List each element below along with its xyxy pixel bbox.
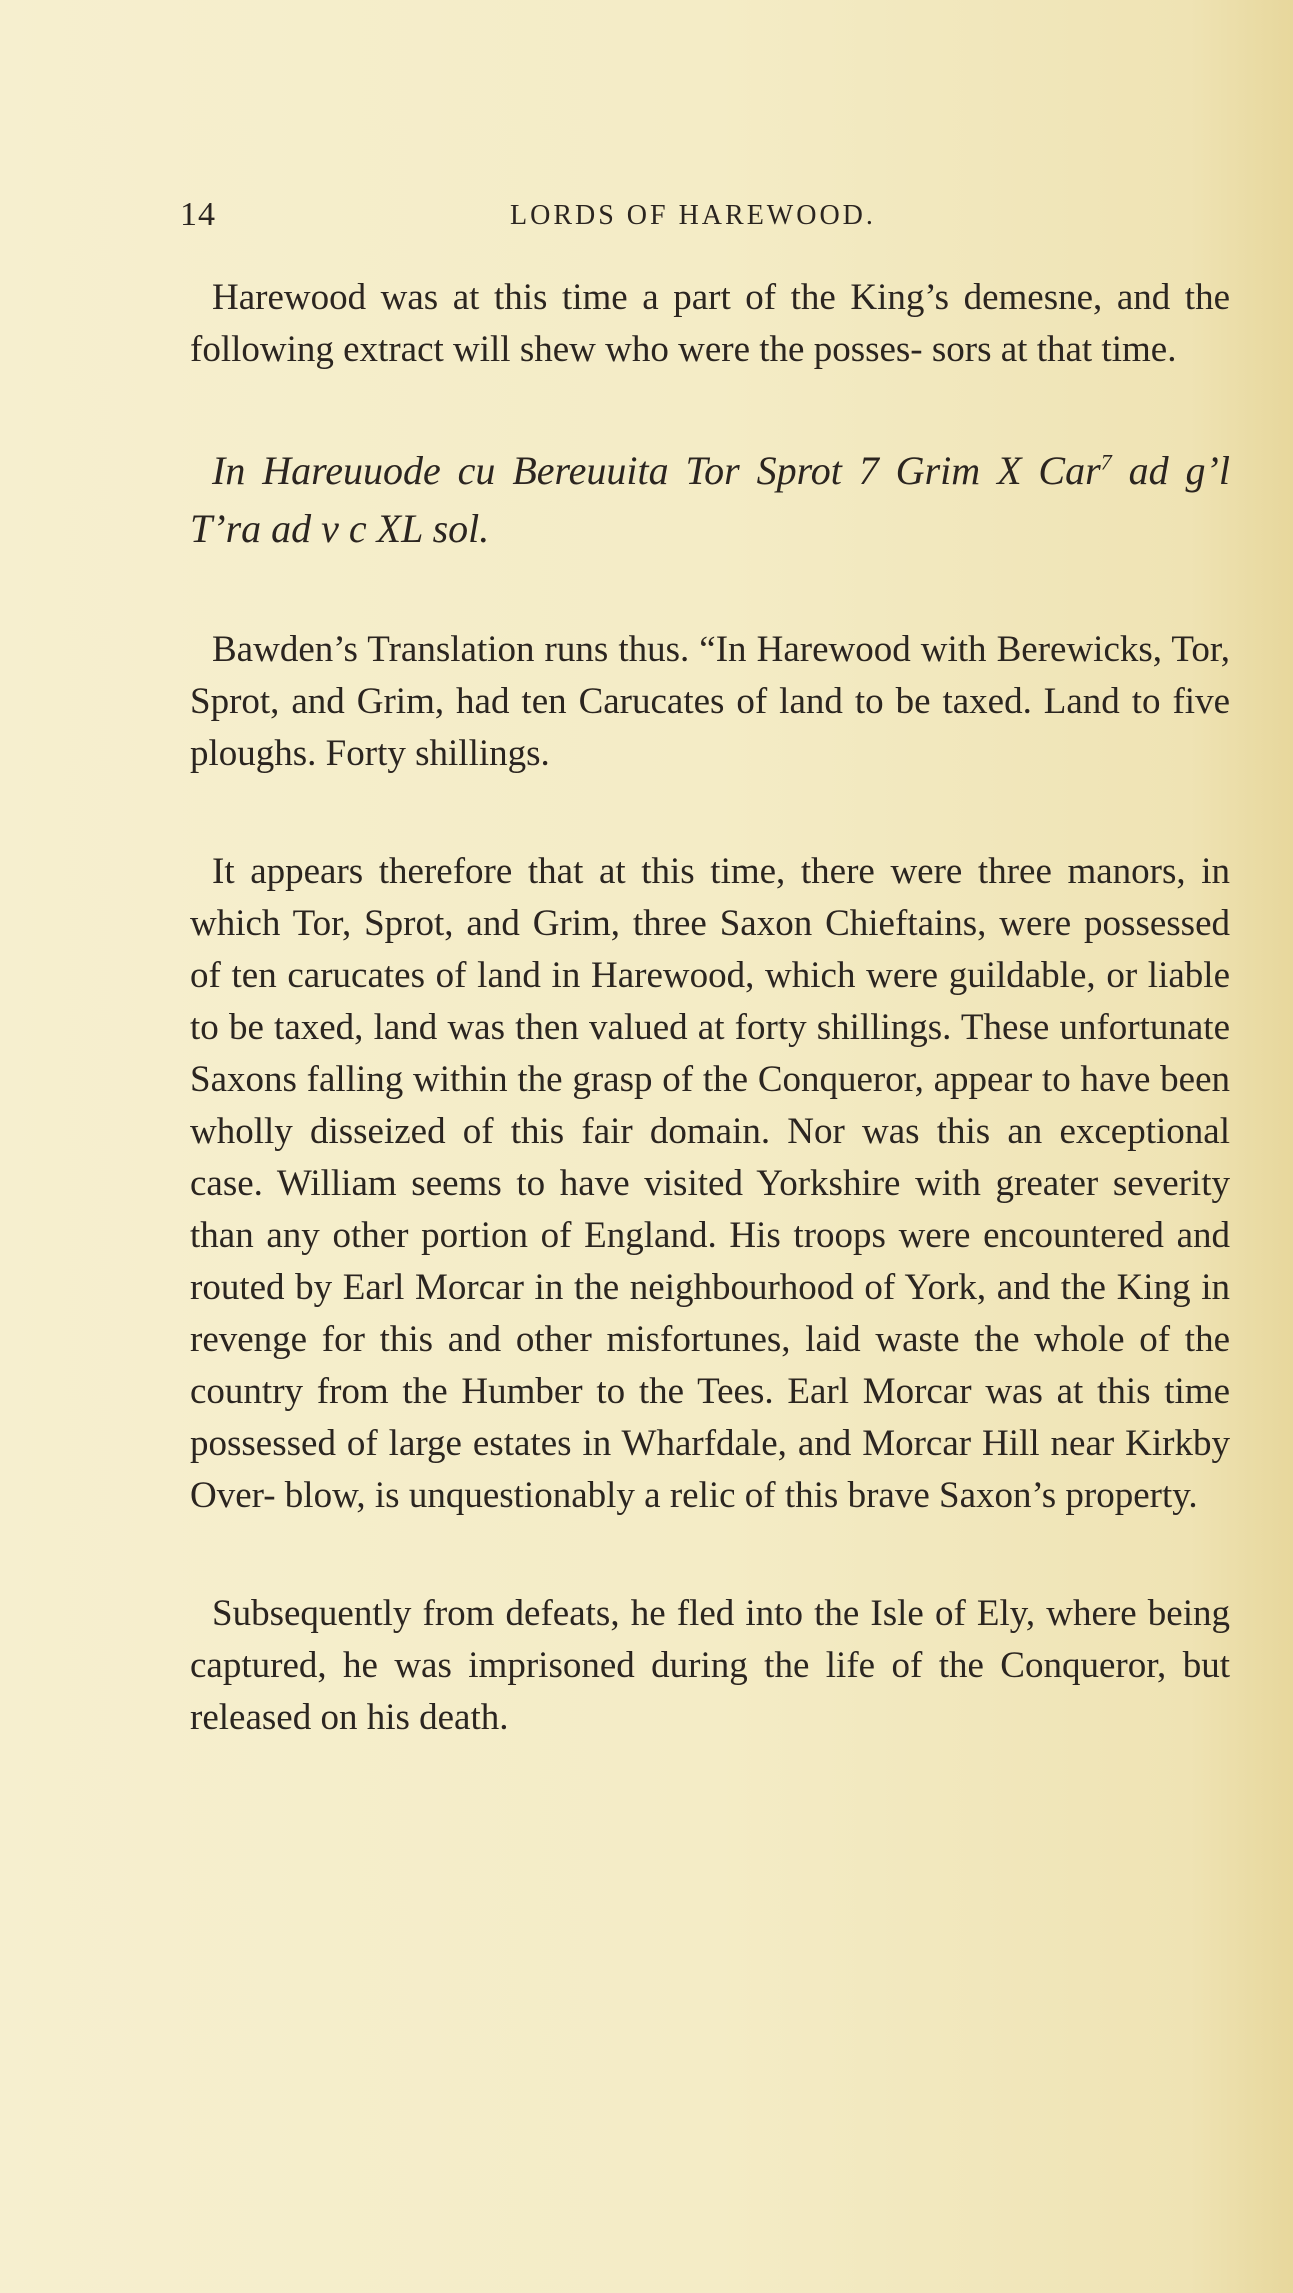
paragraph-intro: Harewood was at this time a part of the King’s demesne, and the following extract will shew who were the posses- sors at that time. <box>190 277 1230 370</box>
latin-extract-superscript: 7 <box>1100 449 1112 475</box>
paragraph-subsequently: Subsequently from defeats, he fled into the Isle of Ely, where being captured, he was imprisoned during the life of the Conqueror, but released on his death. <box>190 1593 1230 1738</box>
body-text <box>190 272 1230 1744</box>
paragraph-translation: Bawden’s Translation runs thus. “In Harewood with Berewicks, Tor, Sprot, and Grim, had ten Carucates of land to be taxed. Land to five ploughs. Forty shillings. <box>190 629 1230 774</box>
running-head <box>180 196 1140 236</box>
paragraph-manors: It appears therefore that at this time, there were three manors, in which Tor, Sprot, and Grim, three Saxon Chieftains, were possessed of ten carucates of land in Harewood, which were guildable, or liable to be taxed, land was then valued at forty shillings. These unfortunate Saxons falling within the grasp of the Conqueror, appear to have been wholly disseized of this fair domain. Nor was this an exceptional case. William seems to have visited Yorkshire with greater severity than any other portion of England. His troops were encountered and routed by Earl Morcar in the neighbourhood of York, and the King in revenge for this and other misfortunes, laid waste the whole of the country from the Humber to the Tees. Earl Morcar was at this time possessed of large estates in Wharfdale, and Morcar Hill near Kirkby Over- blow, is unquestionably a relic of this brave Saxon’s property. <box>190 851 1230 1516</box>
running-title: LORDS OF HAREWOOD. <box>510 200 876 231</box>
page-number: 14 <box>180 196 216 233</box>
latin-extract-text: In Hareuuode cu Bereuuita Tor Sprot 7 Grim X Car <box>212 448 1101 493</box>
latin-extract-text-end: ad g’l T’ra ad v c XL sol. <box>190 448 1230 551</box>
latin-extract <box>190 442 1230 558</box>
